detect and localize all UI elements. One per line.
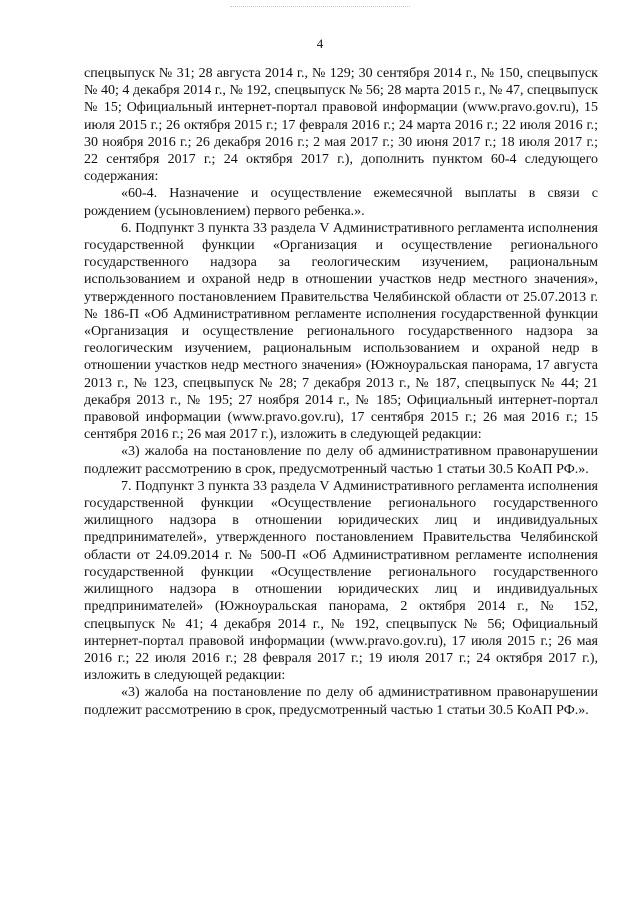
paragraph-point-7: 7. Подпункт 3 пункта 33 раздела V Административного регламента исполнения государственной функции «Осуществление регионального государственного жилищного надзора в отношении юридических лиц и индивидуальных предпринимателей», утвержденного постановлением Правительства Челябинской области от 24.09.2014 г. № 500-П «Об Административном регламенте исполнения государственной функции «Осуществление регионального государственного жилищного надзора в отношении юридических лиц и индивидуальных предпринимателей» (Южноуральская панорама, 2 октября 2014 г., № 152, спецвыпуск № 41; 4 декабря 2014 г., № 192, спецвыпуск № 56; Официальный интернет-портал правовой информации (www.pravo.gov.ru), 17 июля 2015 г.; 26 мая 2016 г.; 22 июля 2016 г.; 28 февраля 2017 г.; 19 июля 2017 г.; 24 октября 2017 г.), изложить в следующей редакции: <box>84 478 598 684</box>
paragraph-continuation: спецвыпуск № 31; 28 августа 2014 г., № 129; 30 сентября 2014 г., № 150, спецвыпуск № 40; 4 декабря 2014 г., № 192, спецвыпуск № 56; 28 марта 2015 г., № 47, спецвыпуск № 15; Официальный интернет-портал правовой информации (www.pravo.gov.ru), 15 июля 2015 г.; 26 октября 2015 г.; 17 февраля 2016 г.; 24 марта 2016 г.; 22 июля 2016 г.; 30 ноября 2016 г.; 26 декабря 2016 г.; 2 мая 2017 г.; 30 июня 2017 г.; 18 июля 2017 г.; 22 сентября 2017 г.; 24 октября 2017 г.), дополнить пунктом 60-4 следующего содержания: <box>84 66 598 185</box>
paragraph-point-7-quote: «3) жалоба на постановление по делу об административном правонарушении подлежит рассмотрению в срок, предусмотренный частью 1 статьи 30.5 КоАП РФ.». <box>84 685 598 718</box>
paragraph-point-6-quote: «3) жалоба на постановление по делу об административном правонарушении подлежит рассмотрению в срок, предусмотренный частью 1 статьи 30.5 КоАП РФ.». <box>84 444 598 477</box>
paragraph-point-6: 6. Подпункт 3 пункта 33 раздела V Административного регламента исполнения государственной функции «Организация и осуществление регионального государственного надзора за геологическим изучением, рациональным использованием и охраной недр в отношении участков недр местного значения», утвержденного постановлением Правительства Челябинской области от 25.07.2013 г. № 186-П «Об Административном регламенте исполнения государственной функции «Организация и осуществление регионального государственного надзора за геологическим изучением, рациональным использованием и охраной недр в отношении участков недр местного значения» (Южноуральская панорама, 17 августа 2013 г., № 123, спецвыпуск № 28; 7 декабря 2013 г., № 187, спецвыпуск № 44; 21 декабря 2013 г., № 195; 27 ноября 2014 г., № 185; Официальный интернет-портал правовой информации (www.pravo.gov.ru), 17 сентября 2015 г.; 26 мая 2016 г.; 15 сентября 2016 г.; 26 мая 2017 г.), изложить в следующей редакции: <box>84 220 598 443</box>
page-number: 4 <box>316 36 324 51</box>
document-body <box>84 65 598 719</box>
scan-artifact-divider <box>230 6 410 7</box>
paragraph-item-60-4: «60-4. Назначение и осуществление ежемесячной выплаты в связи с рождением (усыновлением) первого ребенка.». <box>84 186 598 219</box>
